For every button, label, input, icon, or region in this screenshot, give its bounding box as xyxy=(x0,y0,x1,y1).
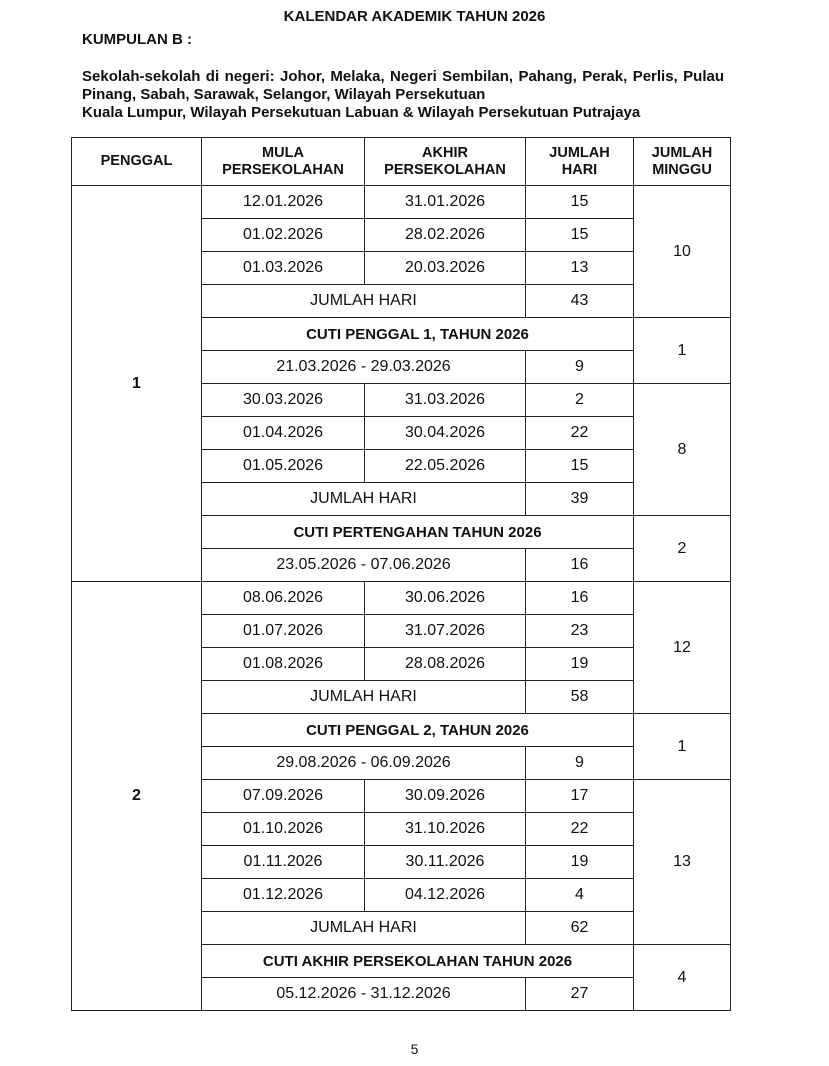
date-start: 01.11.2026 xyxy=(202,846,365,879)
holiday-range: 29.08.2026 - 06.09.2026 xyxy=(202,747,526,780)
date-end: 28.02.2026 xyxy=(365,219,526,252)
day-count: 13 xyxy=(526,252,634,285)
date-start: 07.09.2026 xyxy=(202,780,365,813)
date-start: 01.10.2026 xyxy=(202,813,365,846)
header-mula: MULA PERSEKOLAHAN xyxy=(202,138,365,186)
date-end: 30.11.2026 xyxy=(365,846,526,879)
day-count: 19 xyxy=(526,648,634,681)
table-row xyxy=(72,186,731,219)
penggal-2-cell: 2 xyxy=(72,582,202,1011)
date-start: 12.01.2026 xyxy=(202,186,365,219)
total-label: JUMLAH HARI xyxy=(202,681,526,714)
total-days: 39 xyxy=(526,483,634,516)
header-akhir: AKHIR PERSEKOLAHAN xyxy=(365,138,526,186)
holiday-range: 05.12.2026 - 31.12.2026 xyxy=(202,978,526,1011)
header-jumlah-hari: JUMLAH HARI xyxy=(526,138,634,186)
header-penggal: PENGGAL xyxy=(72,138,202,186)
holiday-range: 23.05.2026 - 07.06.2026 xyxy=(202,549,526,582)
day-count: 2 xyxy=(526,384,634,417)
date-start: 01.07.2026 xyxy=(202,615,365,648)
table-header-row xyxy=(72,138,731,186)
date-start: 30.03.2026 xyxy=(202,384,365,417)
day-count: 16 xyxy=(526,582,634,615)
holiday-title: CUTI AKHIR PERSEKOLAHAN TAHUN 2026 xyxy=(202,945,634,978)
date-end: 31.10.2026 xyxy=(365,813,526,846)
total-days: 62 xyxy=(526,912,634,945)
holiday-title: CUTI PENGGAL 1, TAHUN 2026 xyxy=(202,318,634,351)
total-label: JUMLAH HARI xyxy=(202,483,526,516)
week-count: 12 xyxy=(634,582,731,714)
header-jumlah-minggu: JUMLAH MINGGU xyxy=(634,138,731,186)
date-start: 08.06.2026 xyxy=(202,582,365,615)
day-count: 15 xyxy=(526,186,634,219)
date-end: 31.01.2026 xyxy=(365,186,526,219)
total-label: JUMLAH HARI xyxy=(202,285,526,318)
date-end: 31.07.2026 xyxy=(365,615,526,648)
date-start: 01.04.2026 xyxy=(202,417,365,450)
states-description xyxy=(82,68,724,122)
date-end: 04.12.2026 xyxy=(365,879,526,912)
date-end: 31.03.2026 xyxy=(365,384,526,417)
date-end: 30.04.2026 xyxy=(365,417,526,450)
date-end: 30.09.2026 xyxy=(365,780,526,813)
day-count: 27 xyxy=(526,978,634,1011)
date-end: 28.08.2026 xyxy=(365,648,526,681)
page-number: 5 xyxy=(410,1041,419,1057)
holiday-range: 21.03.2026 - 29.03.2026 xyxy=(202,351,526,384)
date-end: 30.06.2026 xyxy=(365,582,526,615)
week-count: 1 xyxy=(634,714,731,780)
day-count: 15 xyxy=(526,450,634,483)
date-start: 01.03.2026 xyxy=(202,252,365,285)
day-count: 23 xyxy=(526,615,634,648)
day-count: 9 xyxy=(526,351,634,384)
holiday-title: CUTI PENGGAL 2, TAHUN 2026 xyxy=(202,714,634,747)
document-title: KALENDAR AKADEMIK TAHUN 2026 xyxy=(283,8,546,25)
date-start: 01.08.2026 xyxy=(202,648,365,681)
group-label: KUMPULAN B : xyxy=(82,31,192,48)
week-count: 10 xyxy=(634,186,731,318)
date-start: 01.12.2026 xyxy=(202,879,365,912)
date-end: 20.03.2026 xyxy=(365,252,526,285)
day-count: 4 xyxy=(526,879,634,912)
day-count: 9 xyxy=(526,747,634,780)
states-line-2: Kuala Lumpur, Wilayah Persekutuan Labuan & Wilayah Persekutuan Putrajaya xyxy=(82,104,641,121)
states-line-1: Sekolah-sekolah di negeri: Johor, Melaka, Negeri Sembilan, Pahang, Perak, Perlis, Pulau Pinang, Sabah, Sarawak, Selangor, Wilayah Persekutuan xyxy=(82,68,724,103)
penggal-1-cell: 1 xyxy=(72,186,202,582)
date-start: 01.05.2026 xyxy=(202,450,365,483)
day-count: 22 xyxy=(526,813,634,846)
academic-calendar-table xyxy=(71,137,731,1011)
week-count: 8 xyxy=(634,384,731,516)
day-count: 22 xyxy=(526,417,634,450)
day-count: 19 xyxy=(526,846,634,879)
total-days: 58 xyxy=(526,681,634,714)
week-count: 1 xyxy=(634,318,731,384)
total-days: 43 xyxy=(526,285,634,318)
day-count: 16 xyxy=(526,549,634,582)
week-count: 2 xyxy=(634,516,731,582)
day-count: 15 xyxy=(526,219,634,252)
date-start: 01.02.2026 xyxy=(202,219,365,252)
week-count: 13 xyxy=(634,780,731,945)
holiday-title: CUTI PERTENGAHAN TAHUN 2026 xyxy=(202,516,634,549)
day-count: 17 xyxy=(526,780,634,813)
table-row xyxy=(72,582,731,615)
total-label: JUMLAH HARI xyxy=(202,912,526,945)
date-end: 22.05.2026 xyxy=(365,450,526,483)
week-count: 4 xyxy=(634,945,731,1011)
